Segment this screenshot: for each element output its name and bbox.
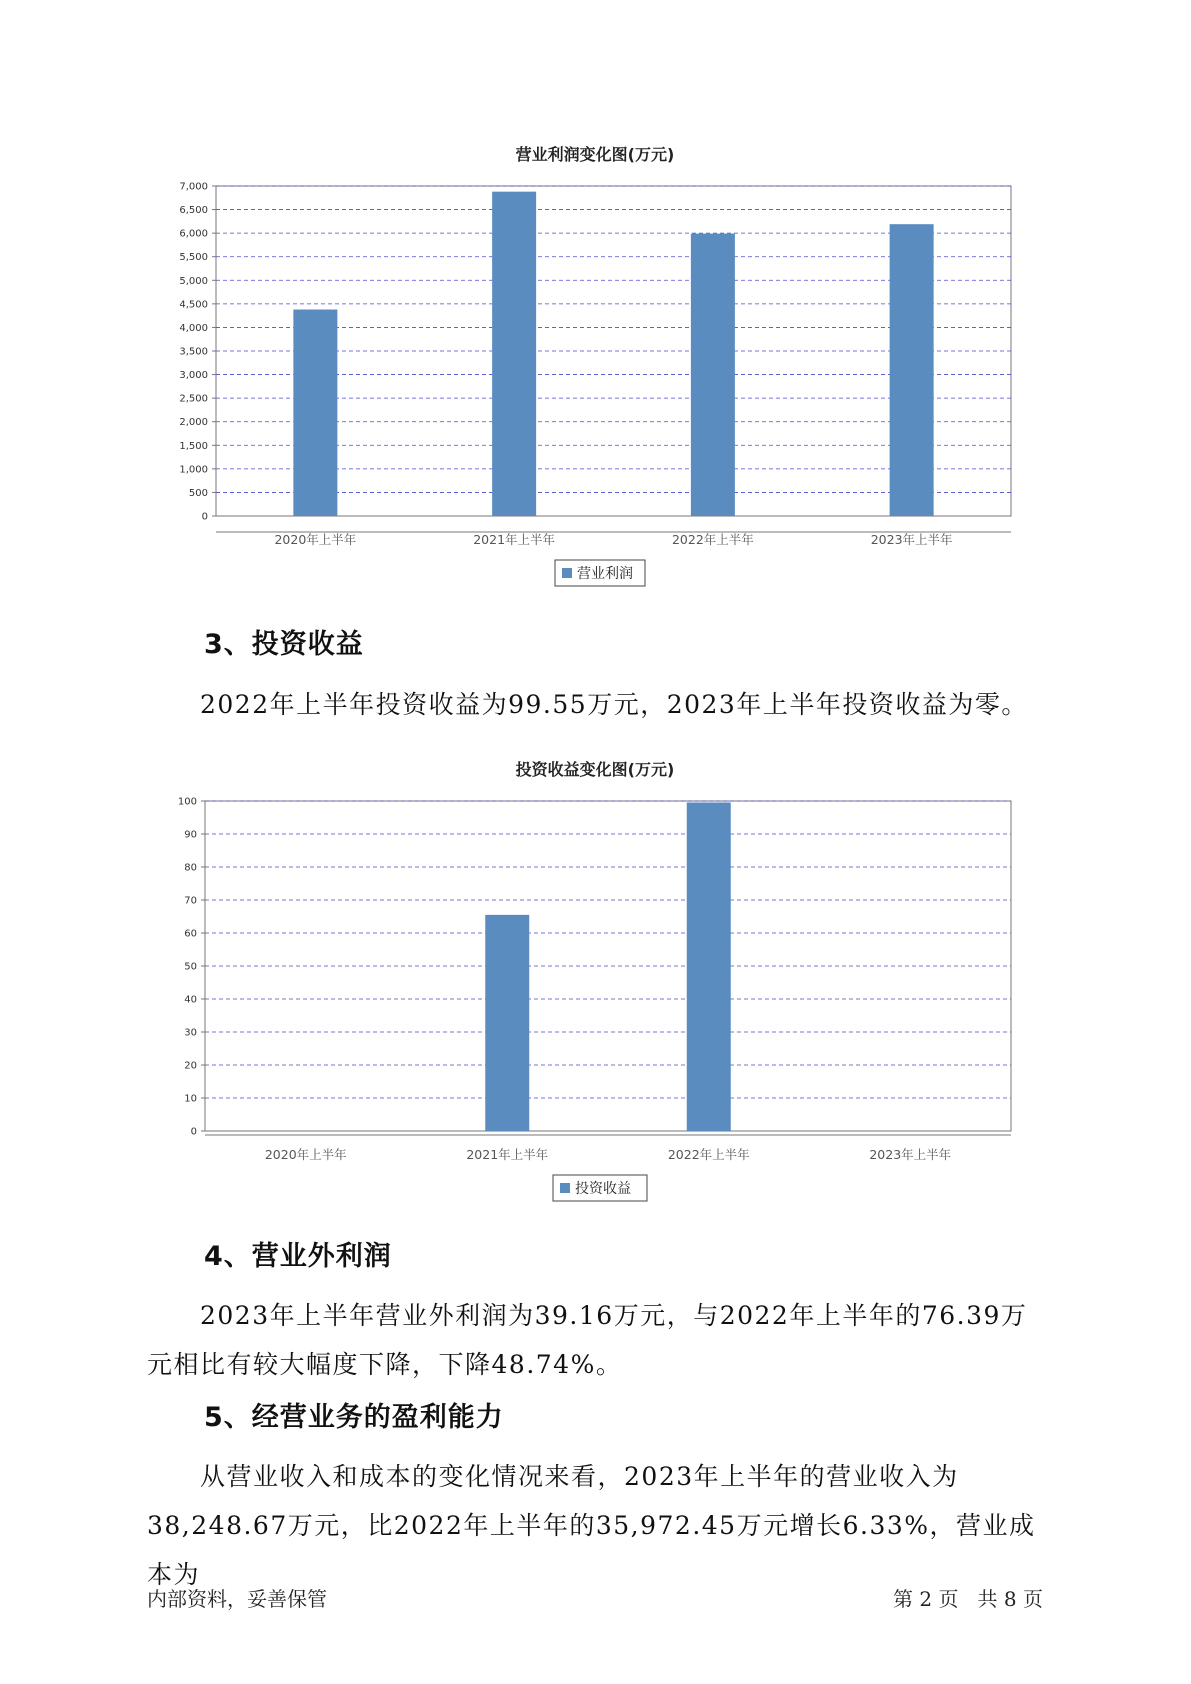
x-tick-label: 2022年上半年 xyxy=(667,1147,750,1162)
y-tick-label: 5,000 xyxy=(179,275,208,287)
y-tick-label: 30 xyxy=(184,1027,197,1039)
x-tick-label: 2021年上半年 xyxy=(466,1147,549,1162)
y-tick-label: 4,500 xyxy=(179,299,208,311)
bar-投资收益 xyxy=(485,915,529,1131)
x-tick-label: 2023年上半年 xyxy=(869,1147,952,1162)
legend-swatch xyxy=(560,1183,570,1193)
y-tick-label: 40 xyxy=(184,994,197,1006)
y-tick-label: 0 xyxy=(201,511,208,523)
y-tick-label: 3,500 xyxy=(179,346,208,358)
y-tick-label: 7,000 xyxy=(179,181,208,193)
y-tick-label: 90 xyxy=(184,829,197,841)
y-tick-label: 4,000 xyxy=(179,322,208,334)
y-tick-label: 2,000 xyxy=(179,417,208,429)
x-tick-label: 2022年上半年 xyxy=(671,532,754,547)
x-tick-label: 2021年上半年 xyxy=(473,532,556,547)
x-tick-label: 2020年上半年 xyxy=(274,532,357,547)
y-tick-label: 50 xyxy=(184,961,197,973)
y-tick-label: 70 xyxy=(184,895,197,907)
footer-page-number: 第 2 页 共 8 页 xyxy=(893,1587,1043,1611)
x-tick-label: 2023年上半年 xyxy=(870,532,953,547)
footer-confidential-note: 内部资料，妥善保管 xyxy=(147,1587,327,1611)
y-tick-label: 60 xyxy=(184,928,197,940)
section-3-heading: 3、投资收益 xyxy=(204,629,364,660)
section-4-heading: 4、营业外利润 xyxy=(204,1241,392,1272)
y-tick-label: 5,500 xyxy=(179,252,208,264)
y-tick-label: 2,500 xyxy=(179,393,208,405)
section-5-paragraph: 从营业收入和成本的变化情况来看，2023年上半年的营业收入为38,248.67万元，比2022年上半年的35,972.45万元增长6.33%，营业成本为 xyxy=(147,1462,1036,1589)
x-tick-label: 2020年上半年 xyxy=(264,1147,347,1162)
y-tick-label: 80 xyxy=(184,862,197,874)
y-tick-label: 20 xyxy=(184,1060,197,1072)
y-tick-label: 3,000 xyxy=(179,370,208,382)
legend-label: 营业利润 xyxy=(577,566,633,582)
chart-title: 营业利润变化图(万元) xyxy=(515,145,675,164)
y-tick-label: 1,500 xyxy=(179,440,208,452)
bar-投资收益 xyxy=(687,802,731,1131)
y-tick-label: 500 xyxy=(188,487,208,499)
section-4-paragraph: 2023年上半年营业外利润为39.16万元，与2022年上半年的76.39万元相比有较大幅度下降，下降48.74%。 xyxy=(147,1301,1028,1379)
y-tick-label: 0 xyxy=(190,1126,197,1138)
section-3-paragraph: 2022年上半年投资收益为99.55万元，2023年上半年投资收益为零。 xyxy=(200,690,1028,719)
chart-title: 投资收益变化图(万元) xyxy=(515,760,675,779)
y-tick-label: 6,000 xyxy=(179,228,208,240)
y-tick-label: 6,500 xyxy=(179,205,208,217)
section-5-heading: 5、经营业务的盈利能力 xyxy=(204,1402,504,1433)
y-tick-label: 10 xyxy=(184,1093,197,1105)
y-tick-label: 1,000 xyxy=(179,464,208,476)
y-tick-label: 100 xyxy=(177,796,197,808)
legend-label: 投资收益 xyxy=(575,1181,631,1197)
